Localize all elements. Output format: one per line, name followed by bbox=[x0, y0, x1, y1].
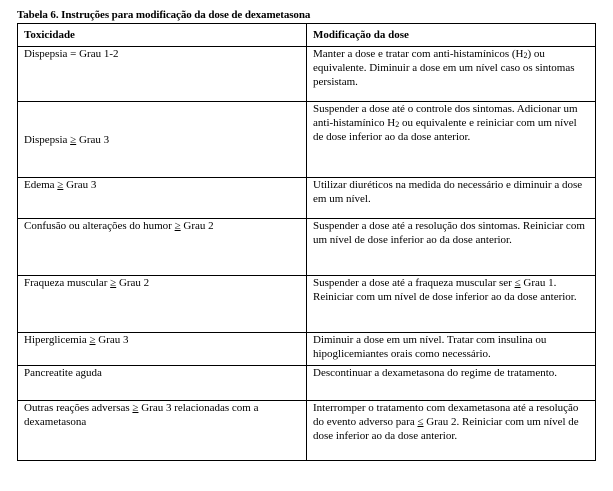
table-row bbox=[18, 333, 596, 366]
table-row bbox=[18, 102, 596, 178]
dose-modification-table bbox=[17, 23, 596, 461]
toxicity-cell: Dispepsia ≥ Grau 3 bbox=[18, 102, 307, 178]
modification-cell: Interromper o tratamento com dexametasona até a resolução do evento adverso para ≤ Grau 2. Reiniciar com um nível de dose inferior ao da dose anterior. bbox=[307, 401, 596, 461]
table-row bbox=[18, 178, 596, 219]
table-header-row bbox=[18, 24, 596, 47]
modification-cell: Suspender a dose até a resolução dos sintomas. Reiniciar com um nível de dose inferior ao da dose anterior. bbox=[307, 219, 596, 276]
toxicity-cell: Fraqueza muscular ≥ Grau 2 bbox=[18, 276, 307, 333]
modification-cell: Suspender a dose até a fraqueza muscular ser ≤ Grau 1. Reiniciar com um nível de dose inferior ao da dose anterior. bbox=[307, 276, 596, 333]
table-caption: Tabela 6. Instruções para modificação da dose de dexametasona bbox=[17, 9, 311, 21]
table-row bbox=[18, 366, 596, 401]
modification-cell: Descontinuar a dexametasona do regime de tratamento. bbox=[307, 366, 596, 401]
modification-cell: Utilizar diuréticos na medida do necessário e diminuir a dose em um nível. bbox=[307, 178, 596, 219]
modification-cell: Manter a dose e tratar com anti-histamínicos $(H_2)$ ou equivalente. Diminuir a dose em um nível caso os sintomas persistam. bbox=[307, 47, 596, 102]
table-row bbox=[18, 276, 596, 333]
toxicity-cell: Confusão ou alterações do humor ≥ Grau 2 bbox=[18, 219, 307, 276]
header-toxicity: Toxicidade bbox=[18, 24, 307, 47]
toxicity-cell: Edema ≥ Grau 3 bbox=[18, 178, 307, 219]
toxicity-cell: Dispepsia = Grau 1-2 bbox=[18, 47, 307, 102]
table-row bbox=[18, 219, 596, 276]
table-row bbox=[18, 47, 596, 102]
toxicity-cell: Outras reações adversas ≥ Grau 3 relacionadas com a dexametasona bbox=[18, 401, 307, 461]
modification-cell: Diminuir a dose em um nível. Tratar com insulina ou hipoglicemiantes orais como necessário. bbox=[307, 333, 596, 366]
modification-cell: Suspender a dose até o controle dos sintomas. Adicionar um anti-histamínico $H_2$ ou equivalente e reiniciar com um nível de dose inferior ao da dose anterior. bbox=[307, 102, 596, 178]
toxicity-cell: Hiperglicemia ≥ Grau 3 bbox=[18, 333, 307, 366]
toxicity-cell: Pancreatite aguda bbox=[18, 366, 307, 401]
header-dose-modification: Modificação da dose bbox=[307, 24, 596, 47]
table-row bbox=[18, 401, 596, 461]
